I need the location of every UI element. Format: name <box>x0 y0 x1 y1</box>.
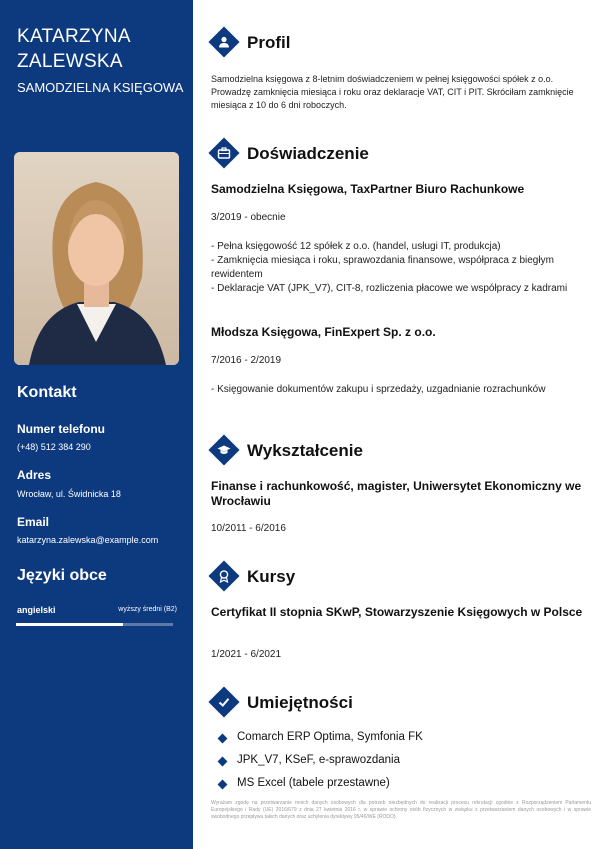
experience-heading: Doświadczenie <box>247 144 369 163</box>
briefcase-icon <box>209 138 239 168</box>
email-value: katarzyna.zalewska@example.com <box>17 535 159 545</box>
candidate-role: SAMODZIELNA KSIĘGOWA <box>17 80 184 95</box>
sidebar <box>0 0 193 849</box>
graduation-cap-icon <box>209 435 239 465</box>
education-dates: 10/2011 - 6/2016 <box>211 523 286 534</box>
diamond-bullet-icon <box>218 734 228 744</box>
phone-label: Numer telefonu <box>17 422 106 436</box>
user-icon <box>209 27 239 57</box>
contact-heading: Kontakt <box>17 384 77 401</box>
diamond-bullet-icon <box>218 757 228 767</box>
course-name: Certyfikat II stopnia SKwP, Stowarzyszenie Księgowych w Polsce <box>211 605 583 619</box>
education-degree: Finanse i rachunkowość, magister, Uniwersytet Ekonomiczny we Wrocławiu <box>211 479 582 508</box>
check-icon <box>209 687 239 717</box>
job-title: Samodzielna Księgowa, TaxPartner Biuro Rachunkowe <box>211 182 525 196</box>
candidate-name: KATARZYNA ZALEWSKA <box>17 26 130 72</box>
job-description: - Księgowanie dokumentów zakupu i sprzedaży, uzgadnianie rozrachunków <box>211 384 546 395</box>
main-content <box>193 0 600 849</box>
courses-heading: Kursy <box>247 567 296 586</box>
job-dates: 7/2016 - 2/2019 <box>211 355 282 366</box>
skills-heading: Umiejętności <box>247 693 353 712</box>
job-description: - Pełna księgowość 12 spółek z o.o. (handel, usługi IT, produkcja) - Zamknięcia miesiąca i roku, sprawozdania finansowe, współpraca z biegłym rewidentem - Deklaracje VAT (JPK_V7), CIT-8, rozliczenia płacowe we współpracy z kadrami <box>211 241 568 294</box>
gdpr-consent: Wyrażam zgodę na przetwarzanie moich danych osobowych dla potrzeb niezbędnych do realizacji procesu rekrutacji zgodnie z Rozporządzeniem Parlamentu Europejskiego i Rady (UE) 2016/679 z dnia 27 kwietnia 2016 r. w sprawie ochrony osób fizycznych w związku z przetwarzaniem danych osobowych i w sprawie swobodnego przepływu takich danych oraz uchylenia dyrektywy 95/46/WE (RODO). <box>211 800 591 820</box>
course-dates: 1/2021 - 6/2021 <box>211 649 282 660</box>
languages-heading: Języki obce <box>17 567 107 584</box>
language-level: wyższy średni (B2) <box>118 606 177 613</box>
address-label: Adres <box>17 468 52 482</box>
education-heading: Wykształcenie <box>247 441 363 460</box>
job-dates: 3/2019 - obecnie <box>211 212 286 223</box>
job-title: Młodsza Księgowa, FinExpert Sp. z o.o. <box>211 325 436 339</box>
skill-label: MS Excel (tabele przestawne) <box>237 777 390 789</box>
skill-label: Comarch ERP Optima, Symfonia FK <box>237 731 423 743</box>
language-name: angielski <box>17 605 56 615</box>
phone-value: (+48) 512 384 290 <box>17 442 91 452</box>
profile-photo <box>14 152 179 365</box>
skill-label: JPK_V7, KSeF, e-sprawozdania <box>237 754 401 766</box>
profile-text: Samodzielna księgowa z 8-letnim doświadczeniem w pełnej księgowości spółek z o.o. Prowadzę zamknięcia miesiąca i roku oraz deklaracje VAT, CIT i PIT. Skróciłam zamknięcie miesiąca z 10 do 6 dni roboczych. <box>211 74 574 110</box>
diamond-bullet-icon <box>218 780 228 790</box>
language-level-bar <box>16 623 173 626</box>
language-level-fill <box>16 623 123 626</box>
award-icon <box>209 561 239 591</box>
email-label: Email <box>17 515 50 529</box>
address-value: Wrocław, ul. Świdnicka 18 <box>17 489 121 499</box>
profile-heading: Profil <box>247 33 291 52</box>
